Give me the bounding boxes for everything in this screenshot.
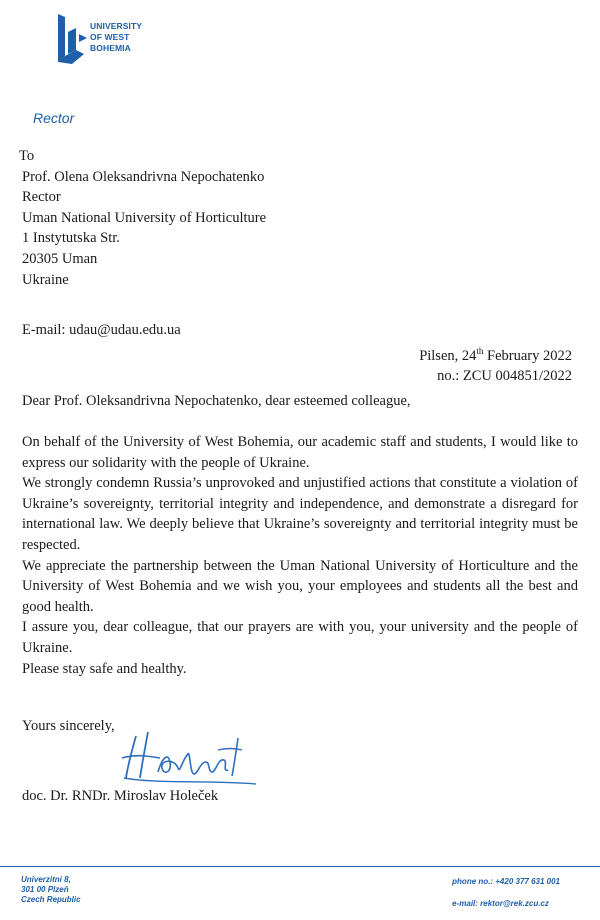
place-date-suffix: February 2022 [483, 348, 572, 364]
footer-phone: phone no.: +420 377 631 001 [452, 877, 560, 886]
signer-name: doc. Dr. RNDr. Miroslav Holeček [22, 788, 219, 804]
footer-address [21, 875, 81, 905]
recipient-city: 20305 Uman [22, 250, 98, 267]
university-logo [56, 12, 176, 68]
footer-address-line: Univerzitní 8, [21, 875, 71, 884]
footer-address-line: Czech Republic [21, 895, 81, 904]
place-date-ordinal: th [476, 346, 484, 357]
recipient-email: E-mail: udau@udau.edu.ua [22, 322, 181, 338]
closing: Yours sincerely, [22, 718, 115, 734]
letter-body [22, 432, 578, 679]
logo-line: UNIVERSITY [90, 21, 143, 31]
place-date-prefix: Pilsen, 24 [419, 348, 477, 364]
logo-text [90, 21, 142, 54]
recipient-country: Ukraine [22, 271, 69, 288]
body-paragraph: On behalf of the University of West Bohemia, our academic staff and students, I would like to express our solidarity with the people of Ukraine. [22, 434, 578, 471]
footer-address-line: 301 00 Plzeň [21, 885, 69, 894]
recipient-street: 1 Instytutska Str. [22, 230, 120, 247]
sender-role: Rector [33, 110, 75, 126]
footer-email: e-mail: rektor@rek.zcu.cz [452, 899, 549, 908]
footer-contact [452, 877, 560, 909]
recipient-address [19, 146, 267, 290]
handwritten-signature [118, 728, 268, 793]
body-paragraph: Please stay safe and healthy. [22, 660, 187, 677]
university-logo-mark-icon [56, 12, 88, 68]
body-paragraph: We strongly condemn Russia’s unprovoked and unjustified actions that constitute a violation of Ukraine’s sovereignty, territorial integrity and independence, and demonstrate a disregard for international law. We deeply believe that Ukraine’s sovereignty and territorial integrity must be respected. [22, 475, 578, 553]
reference-number: no.: ZCU 004851/2022 [437, 368, 572, 384]
logo-line: OF WEST [90, 32, 130, 42]
recipient-title: Rector [22, 189, 61, 206]
recipient-name: Prof. Olena Oleksandrivna Nepochatenko [22, 168, 265, 185]
place-date [419, 346, 572, 366]
recipient-to-label: To [19, 148, 35, 164]
body-paragraph: We appreciate the partnership between the Uman National University of Horticulture and the University of West Bohemia and we wish you, your employees and students all the best and good health. [22, 557, 578, 615]
body-paragraph: I assure you, dear colleague, that our prayers are with you, your university and the people of Ukraine. [22, 619, 578, 656]
footer-divider [0, 866, 600, 867]
logo-line: BOHEMIA [90, 43, 131, 53]
recipient-institution: Uman National University of Horticulture [22, 209, 267, 226]
salutation: Dear Prof. Oleksandrivna Nepochatenko, dear esteemed colleague, [22, 393, 411, 409]
